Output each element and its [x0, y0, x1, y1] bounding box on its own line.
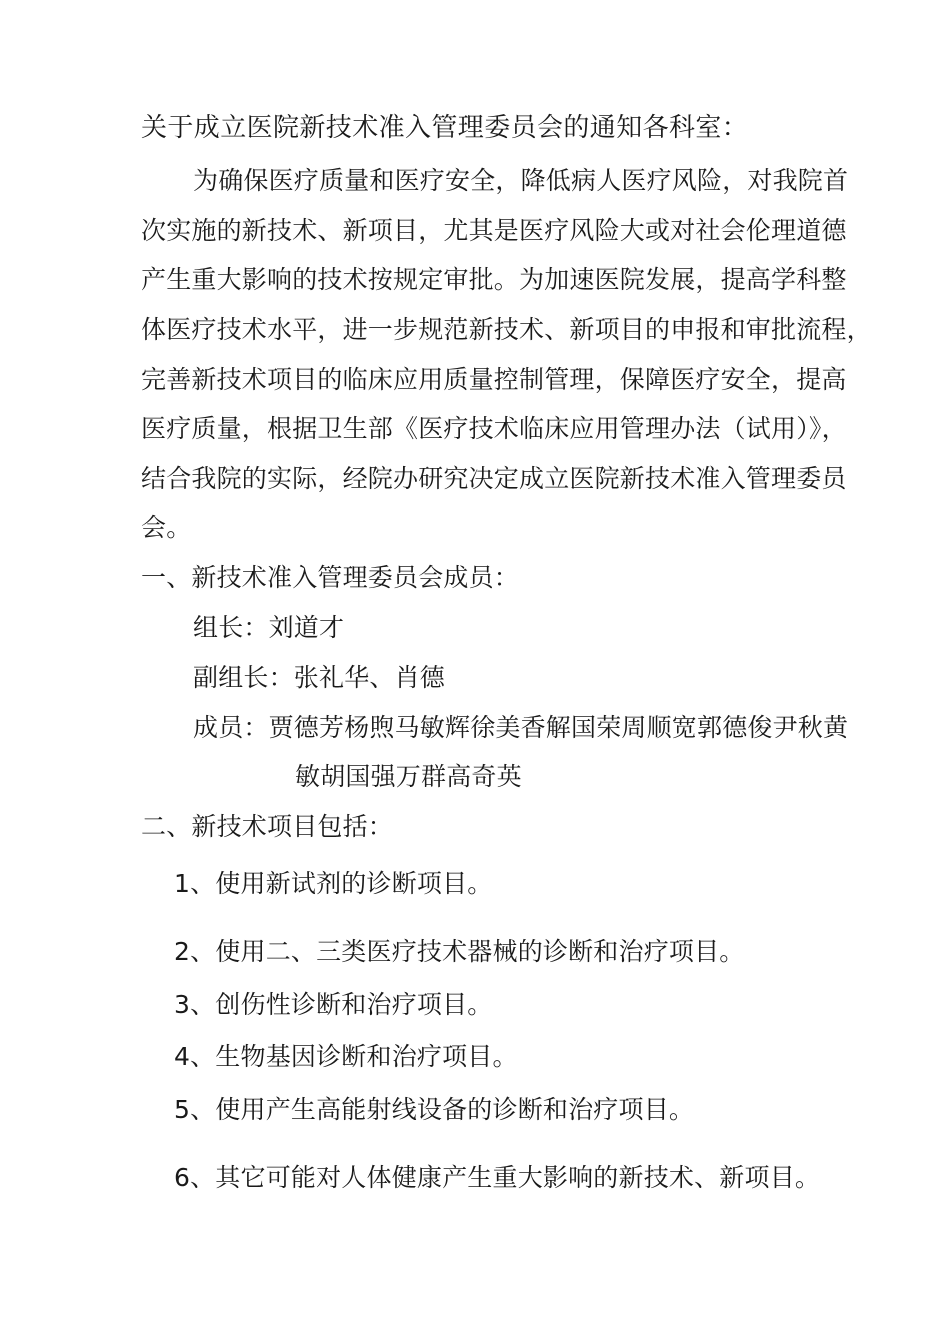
intro-paragraph-line: 产生重大影响的技术按规定审批。为加速医院发展，提高学科整 [141, 265, 847, 294]
intro-paragraph-line: 为确保医疗质量和医疗安全，降低病人医疗风险，对我院首 [193, 166, 849, 195]
committee-deputy-leader: 副组长：张礼华、肖德 [193, 663, 446, 692]
project-list-item: 1、使用新试剂的诊断项目。 [174, 869, 493, 898]
intro-paragraph-line: 次实施的新技术、新项目，尤其是医疗风险大或对社会伦理道德 [141, 216, 847, 245]
section-heading-members: 一、新技术准入管理委员会成员： [141, 563, 520, 592]
project-list-item: 5、使用产生高能射线设备的诊断和治疗项目。 [174, 1095, 695, 1124]
intro-paragraph-line: 医疗质量，根据卫生部《医疗技术临床应用管理办法（试用）》， [141, 414, 847, 443]
intro-paragraph-line: 完善新技术项目的临床应用质量控制管理，保障医疗安全，提高 [141, 365, 847, 394]
project-list-item: 4、生物基因诊断和治疗项目。 [174, 1042, 518, 1071]
intro-paragraph-line: 结合我院的实际，经院办研究决定成立医院新技术准入管理委员 [141, 464, 847, 493]
project-list-item: 2、使用二、三类医疗技术器械的诊断和治疗项目。 [174, 937, 745, 966]
committee-members-line-1: 成员：贾德芳杨煦马敏辉徐美香解国荣周顺宽郭德俊尹秋黄 [193, 713, 849, 742]
document-title: 关于成立医院新技术准入管理委员会的通知各科室： [141, 113, 749, 143]
project-list-item: 6、其它可能对人体健康产生重大影响的新技术、新项目。 [174, 1163, 821, 1192]
project-list-item: 3、创伤性诊断和治疗项目。 [174, 990, 493, 1019]
committee-leader: 组长：刘道才 [193, 613, 345, 642]
intro-paragraph-line: 体医疗技术水平，进一步规范新技术、新项目的申报和审批流程， [141, 315, 872, 344]
intro-paragraph-line: 会。 [141, 513, 192, 542]
committee-members-line-2: 敏胡国强万群高奇英 [295, 762, 522, 791]
section-heading-projects: 二、新技术项目包括： [141, 812, 394, 841]
